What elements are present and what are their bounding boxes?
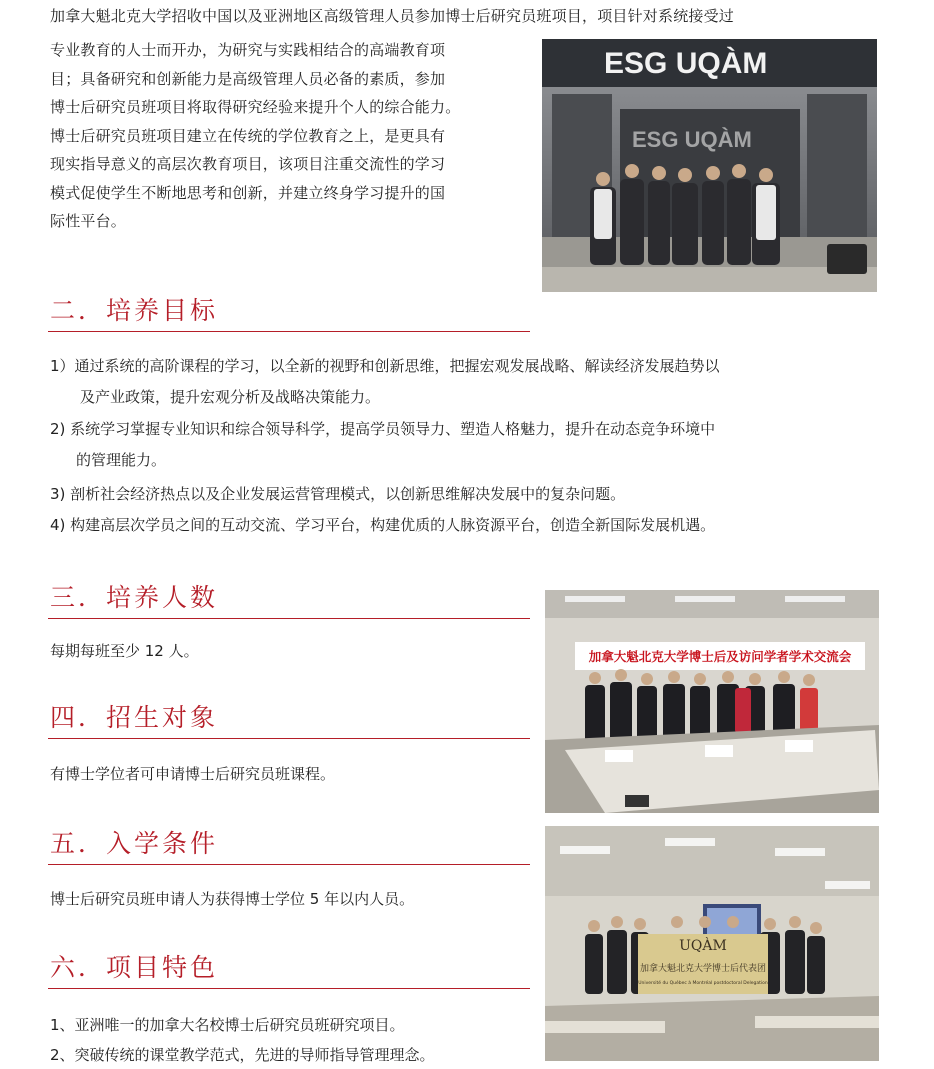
building-photo-illustration	[542, 39, 877, 292]
esg-uqam-group-photo	[542, 39, 877, 292]
goal-item-1	[50, 351, 930, 413]
goal-item-text: 1）通过系统的高阶课程的学习，以全新的视野和创新思维，把握宏观发展战略、解读经济发展趋势以	[50, 357, 720, 375]
section-heading-goals	[48, 293, 530, 332]
conference-banner-text: 加拿大魁北克大学博士后及访问学者学术交流会	[588, 649, 852, 664]
section-title: 二．培养目标	[50, 296, 219, 325]
feature-item-2: 2、突破传统的课堂教学范式，先进的导师指导管理理念。	[50, 1046, 435, 1064]
section-title: 三．培养人数	[50, 583, 219, 612]
intro-line: 博士后研究员班项目建立在传统的学位教育之上，是更具有	[50, 126, 446, 145]
goal-item-text: 的管理能力。	[76, 451, 167, 469]
esg-sign-text-reflection: ESG UQÀM	[632, 127, 752, 152]
intro-line: 目；具备研究和创新能力是高级管理人员必备的素质，参加	[50, 69, 446, 88]
section-heading-admission	[48, 826, 530, 865]
section-heading-size	[48, 580, 530, 619]
intro-line: 模式促使学生不断地思考和创新，并建立终身学习提升的国	[50, 183, 446, 202]
goal-item-text: 4) 构建高层次学员之间的互动交流、学习平台，构建优质的人脉资源平台，创造全新国际发展机遇。	[50, 516, 716, 534]
goal-item-3	[50, 479, 930, 510]
conference-photo-illustration	[545, 590, 879, 813]
section-heading-features	[48, 950, 530, 989]
intro-paragraph	[50, 36, 540, 236]
goal-item-text: 2) 系统学习掌握专业知识和综合领导科学，提高学员领导力、塑造人格魅力，提升在动态竞争环境中	[50, 420, 716, 438]
esg-sign-text: ESG UQÀM	[604, 47, 768, 80]
section-title: 五．入学条件	[50, 829, 219, 858]
goal-item-4	[50, 510, 930, 541]
intro-line: 现实指导意义的高层次教育项目，该项目注重交流性的学习	[50, 155, 446, 173]
goal-item-2	[50, 414, 930, 476]
goal-item-text: 3) 剖析社会经济热点以及企业发展运营管理模式，以创新思维解决发展中的复杂问题。	[50, 485, 626, 503]
section-title: 四．招生对象	[50, 703, 219, 732]
feature-item-1: 1、亚洲唯一的加拿大名校博士后研究员班研究项目。	[50, 1016, 405, 1034]
intro-line: 博士后研究员班项目将取得研究经验来提升个人的综合能力。	[50, 98, 461, 116]
goal-item-text: 及产业政策，提升宏观分析及战略决策能力。	[80, 388, 381, 406]
delegation-banner-text: 加拿大魁北克大学博士后代表团	[639, 964, 767, 974]
admission-text: 博士后研究员班申请人为获得博士学位 5 年以内人员。	[50, 890, 415, 908]
class-size-text: 每期每班至少 12 人。	[50, 642, 199, 660]
delegation-banner-logo: UQÀM	[679, 938, 727, 954]
uqam-delegation-photo	[545, 826, 879, 1061]
section-title: 六．项目特色	[50, 953, 219, 982]
delegation-banner-sub: Université du Québec à Montréal postdoctoral Delegation	[638, 981, 768, 986]
intro-first-line: 加拿大魁北克大学招收中国以及亚洲地区高级管理人员参加博士后研究员班项目，项目针对系统接受过	[50, 7, 735, 25]
conference-photo	[545, 590, 879, 813]
intro-line: 际性平台。	[50, 212, 127, 230]
intro-line: 专业教育的人士而开办，为研究与实践相结合的高端教育项	[50, 41, 446, 59]
section-heading-eligibility	[48, 700, 530, 739]
delegation-photo-illustration	[545, 826, 879, 1061]
eligibility-text: 有博士学位者可申请博士后研究员班课程。	[50, 765, 336, 783]
